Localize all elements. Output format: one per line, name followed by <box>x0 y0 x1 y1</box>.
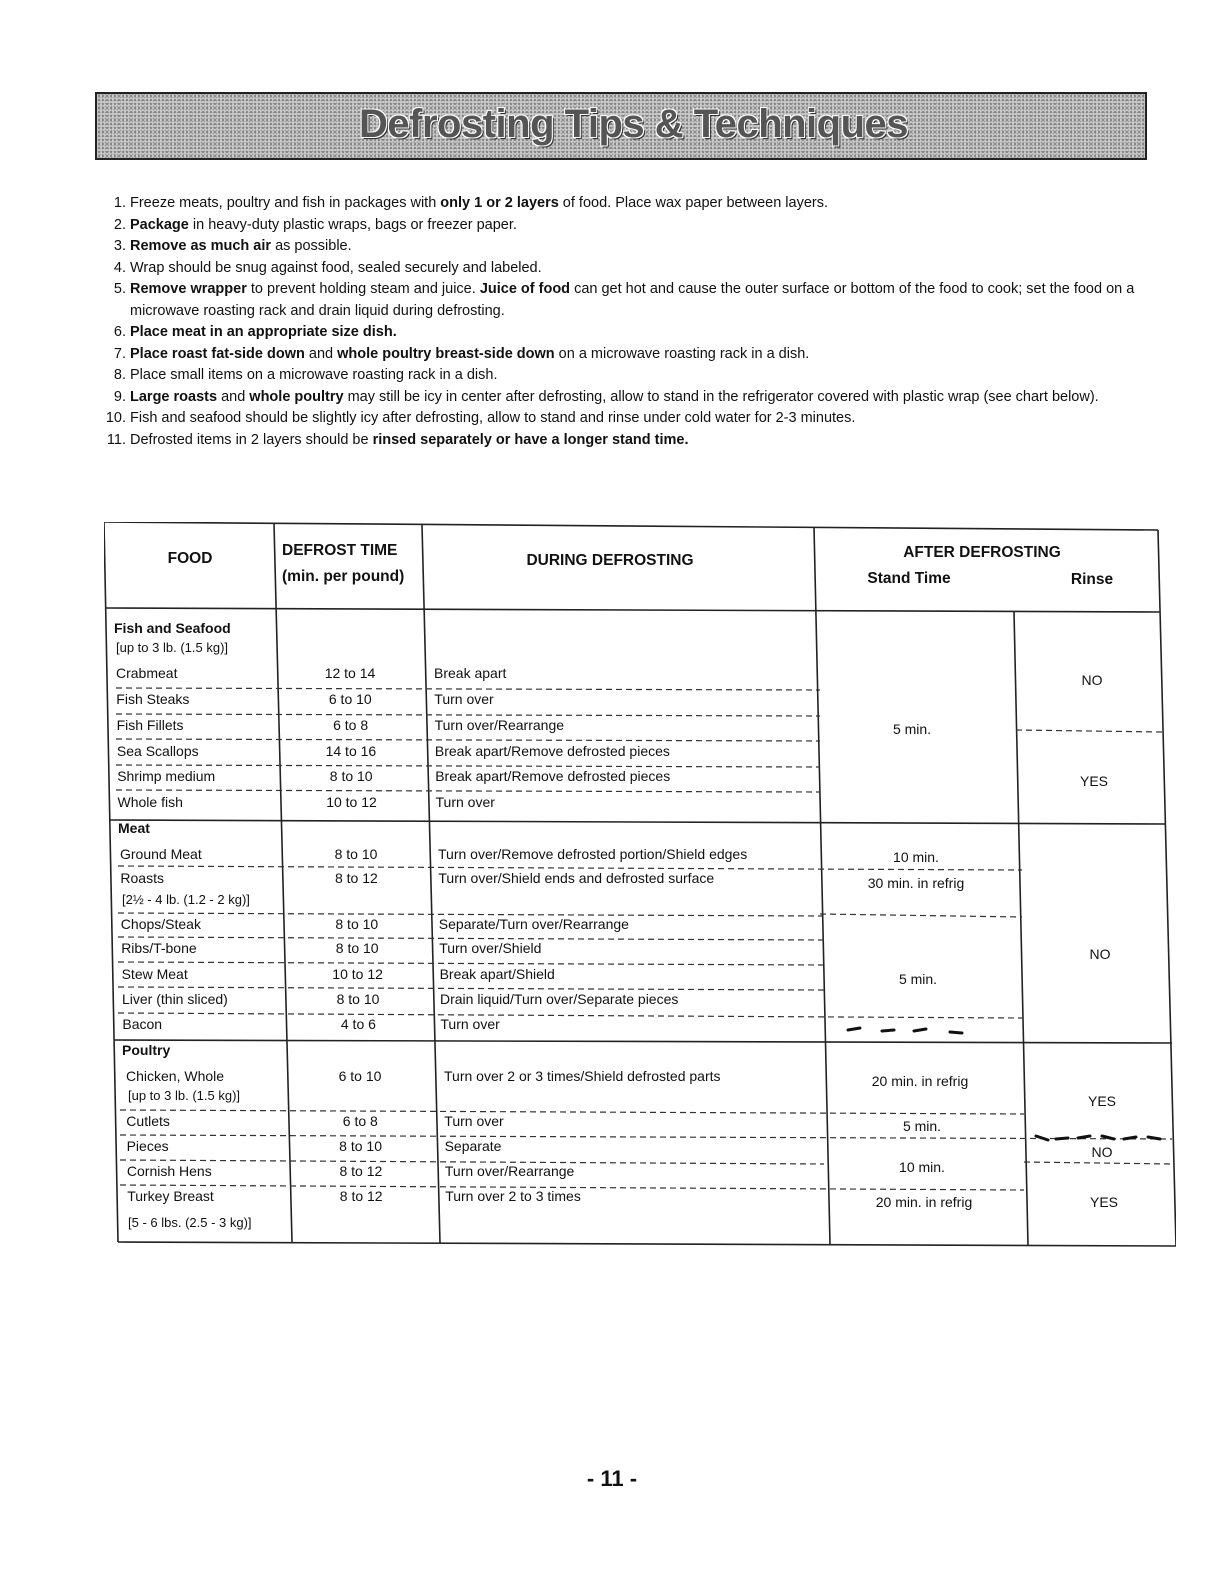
tip-text: only 1 or 2 layers <box>440 195 559 211</box>
poultry-defrost-time: 6 to 10 <box>338 1068 382 1084</box>
col-during-line <box>814 527 830 1244</box>
tip-item <box>104 236 1144 258</box>
poultry-stand-cutlets: 5 min. <box>902 1118 942 1134</box>
fish-food-name: Crabmeat <box>116 665 178 681</box>
fish-rinse-upper: NO <box>1081 672 1103 688</box>
tip-text: Place small items on a microwave roasting rack in a dish. <box>130 367 498 383</box>
tip-text: Freeze meats, poultry and fish in packages with <box>130 195 441 211</box>
meat-defrost-time: 10 to 12 <box>332 966 383 982</box>
defrost-chart <box>104 522 1176 1248</box>
meat-defrost-time: 8 to 10 <box>335 940 379 956</box>
meat-food-name: Liver (thin sliced) <box>122 991 228 1007</box>
tip-text: to prevent holding steam and juice. <box>246 281 480 297</box>
tips-list <box>104 193 1144 451</box>
poultry-during-instruction: Turn over 2 to 3 times <box>445 1188 581 1204</box>
tip-number: 4. <box>113 259 126 276</box>
tip-item <box>104 258 1144 280</box>
fish-during-instruction: Turn over/Rearrange <box>434 717 565 733</box>
tip-text: of food. Place wax paper between layers. <box>558 195 828 211</box>
tip-number: 2. <box>113 216 126 233</box>
col-food-line <box>274 524 292 1242</box>
tip-number: 5. <box>113 281 126 297</box>
fish-stand-time: 5 min. <box>892 721 932 737</box>
poultry-food-name: Cornish Hens <box>126 1163 212 1179</box>
fish-during-instruction: Break apart/Remove defrosted pieces <box>435 768 671 784</box>
meat-during-instruction: Turn over <box>440 1016 500 1032</box>
tip-text: and <box>217 388 250 405</box>
tip-number: 11. <box>106 431 126 448</box>
header-defrost-time: DEFROST TIME <box>282 542 398 559</box>
tip-item <box>104 430 1144 452</box>
tip-item <box>104 365 1144 387</box>
meat-stand-ground: 10 min. <box>893 849 939 865</box>
fish-defrost-time: 8 to 10 <box>329 768 373 784</box>
meat-stand-group: 5 min. <box>898 971 938 987</box>
fish-during-instruction: Break apart <box>434 665 507 681</box>
chicken-note: [up to 3 lb. (1.5 kg)] <box>128 1088 241 1103</box>
tip-text: whole poultry breast-side down <box>337 345 555 362</box>
poultry-line <box>114 1040 1172 1043</box>
tip-item <box>104 344 1144 366</box>
poultry-during-instruction: Separate <box>444 1138 502 1154</box>
poultry-food-name: Pieces <box>126 1138 169 1154</box>
meat-during-instruction: Turn over/Shield <box>439 940 542 956</box>
fish-defrost-time: 12 to 14 <box>324 665 376 681</box>
poultry-food-name: Cutlets <box>126 1113 170 1129</box>
meat-food-name: Chops/Steak <box>120 916 201 932</box>
poultry-stand-turkey: 20 min. in refrig <box>875 1194 973 1210</box>
tip-text: Defrosted items in 2 layers should be <box>130 431 373 448</box>
tip-text: on a microwave roasting rack in a dish. <box>554 345 810 362</box>
meat-line <box>110 820 1166 824</box>
poultry-food-name: Chicken, Whole <box>126 1068 225 1084</box>
tip-item <box>104 322 1144 344</box>
tip-text: Large roasts <box>130 388 218 405</box>
col-time-line <box>422 525 440 1243</box>
meat-during-instruction: Turn over/Remove defrosted portion/Shield edges <box>438 846 748 862</box>
fish-defrost-time: 6 to 10 <box>328 691 372 707</box>
tip-text: Wrap should be snug against food, sealed securely and labeled. <box>130 259 542 276</box>
poultry-defrost-time: 8 to 12 <box>339 1188 383 1204</box>
poultry-stand-chicken: 20 min. in refrig <box>871 1073 969 1089</box>
page-title: Defrosting Tips & Techniques <box>359 102 909 146</box>
tip-text: whole poultry <box>249 388 344 405</box>
tip-text: and <box>304 345 338 362</box>
tip-text: Juice of food <box>479 281 571 297</box>
header-after: AFTER DEFROSTING <box>903 544 1061 561</box>
poultry-defrost-time: 8 to 10 <box>339 1138 383 1154</box>
fish-food-name: Whole fish <box>117 794 183 810</box>
poultry-rinse-upper: YES <box>1087 1093 1117 1109</box>
fish-during-instruction: Turn over <box>435 794 495 810</box>
fish-food-name: Fish Fillets <box>116 717 184 733</box>
meat-defrost-time: 8 to 12 <box>334 870 378 886</box>
meat-rinse: NO <box>1089 946 1111 962</box>
tip-text: Remove as much air <box>130 238 272 254</box>
tip-number: 1. <box>113 195 126 211</box>
meat-during-instruction: Break apart/Shield <box>439 966 555 982</box>
fish-defrost-time: 14 to 16 <box>325 743 377 759</box>
tip-number: 6. <box>113 324 126 340</box>
tip-number: 10. <box>105 410 126 426</box>
tip-text: Place meat in an appropriate size dish. <box>130 324 397 340</box>
tip-text: Place roast fat-side down <box>130 345 305 362</box>
meat-food-name: Ground Meat <box>120 846 202 862</box>
meat-food-name: Stew Meat <box>121 966 188 982</box>
header-defrost-unit: (min. per pound) <box>282 568 405 585</box>
poultry-during-instruction: Turn over/Rearrange <box>444 1163 575 1179</box>
meat-stand-roasts: 30 min. in refrig <box>867 875 965 891</box>
header-during: DURING DEFROSTING <box>526 552 694 569</box>
meat-during-instruction: Turn over/Shield ends and defrosted surface <box>438 870 715 886</box>
header-food: FOOD <box>167 550 213 567</box>
meat-defrost-time: 4 to 6 <box>340 1016 376 1032</box>
fish-during-instruction: Break apart/Remove defrosted pieces <box>434 743 670 759</box>
poultry-food-name: Turkey Breast <box>127 1188 214 1204</box>
fish-food-name: Fish Steaks <box>116 691 190 707</box>
meat-defrost-time: 8 to 10 <box>336 991 380 1007</box>
col-stand-line <box>1014 612 1028 1245</box>
tip-number: 7. <box>113 345 126 362</box>
tip-item <box>104 193 1144 215</box>
meat-during-instruction: Separate/Turn over/Rearrange <box>438 916 629 932</box>
tip-number: 9. <box>113 388 126 405</box>
frame-bottom <box>118 1242 1176 1246</box>
tip-text: in heavy-duty plastic wraps, bags or freezer paper. <box>188 216 517 233</box>
roasts-note: [2½ - 4 lb. (1.2 - 2 kg)] <box>122 892 250 907</box>
header-line <box>106 608 1160 612</box>
fish-defrost-time: 6 to 8 <box>333 717 369 733</box>
poultry-during-instruction: Turn over <box>444 1113 504 1129</box>
page-number: - 11 - <box>586 1466 638 1491</box>
category-fish: Fish and Seafood <box>114 620 231 636</box>
fish-defrost-time: 10 to 12 <box>326 794 377 810</box>
tip-item <box>104 215 1144 237</box>
tip-text: may still be icy in center after defrosting, allow to stand in the refrigerator covered with plastic wrap (see chart below). <box>343 388 1099 405</box>
meat-during-instruction: Drain liquid/Turn over/Separate pieces <box>440 991 679 1007</box>
meat-defrost-time: 8 to 10 <box>335 916 379 932</box>
tip-text: Remove wrapper <box>130 281 247 297</box>
tip-text: rinsed separately or have a longer stand time. <box>372 431 689 448</box>
tip-text: can get hot and cause the outer surface or bottom of the food to cook; set the food on a microwave roasting rack and drain liquid during defrosting. <box>130 281 1135 319</box>
frame-top <box>104 522 1158 530</box>
meat-defrost-time: 8 to 10 <box>334 846 378 862</box>
fish-food-name: Shrimp medium <box>117 768 216 784</box>
poultry-rinse-lower: YES <box>1089 1194 1119 1210</box>
fish-food-name: Sea Scallops <box>116 743 199 759</box>
poultry-stand-pieces-hens: 10 min. <box>899 1159 945 1175</box>
poultry-defrost-time: 6 to 8 <box>342 1113 378 1129</box>
turkey-note: [5 - 6 lbs. (2.5 - 3 kg)] <box>128 1215 252 1230</box>
meat-food-name: Ribs/T-bone <box>121 940 197 956</box>
poultry-during-instruction: Turn over 2 or 3 times/Shield defrosted parts <box>444 1068 721 1084</box>
fish-rinse-lower: YES <box>1079 773 1109 789</box>
meat-food-name: Roasts <box>120 870 164 886</box>
tip-item <box>104 279 1144 322</box>
poultry-rinse-middle: NO <box>1091 1144 1113 1160</box>
meat-food-name: Bacon <box>122 1016 163 1032</box>
tip-number: 8. <box>113 367 126 383</box>
category-meat: Meat <box>118 820 150 836</box>
tip-text: Package <box>130 216 189 233</box>
tip-text: as possible. <box>271 238 352 254</box>
header-rinse: Rinse <box>1070 571 1114 588</box>
category-poultry: Poultry <box>122 1042 171 1058</box>
tip-item <box>104 408 1144 430</box>
tip-number: 3. <box>113 238 126 254</box>
fish-note: [up to 3 lb. (1.5 kg)] <box>116 640 229 655</box>
title-banner <box>95 92 1147 160</box>
poultry-defrost-time: 8 to 12 <box>339 1163 383 1179</box>
tip-text: Fish and seafood should be slightly icy after defrosting, allow to stand and rinse under cold water for 2-3 minutes. <box>130 410 856 426</box>
tip-item <box>104 387 1144 409</box>
fish-during-instruction: Turn over <box>434 691 494 707</box>
header-stand-time: Stand Time <box>867 570 951 587</box>
